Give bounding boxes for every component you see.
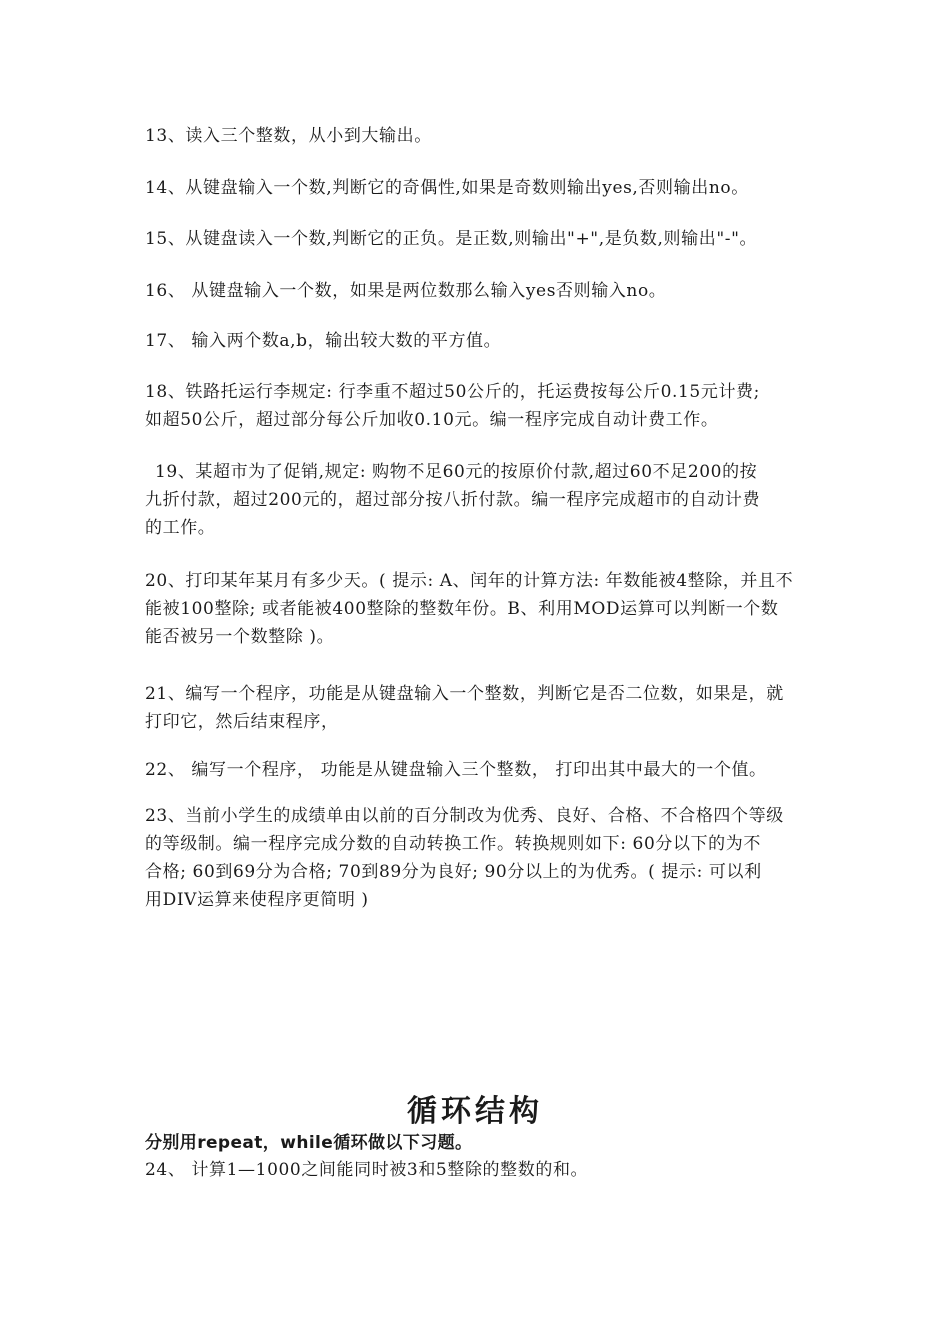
exercise-21 <box>145 680 810 736</box>
exercise-line: 15、从键盘读入一个数,判断它的正负。是正数,则输出"+",是负数,则输出"-"。 <box>145 229 758 249</box>
exercise-line: 的工作。 <box>145 518 216 538</box>
exercise-20 <box>145 567 810 651</box>
exercise-line: 20、打印某年某月有多少天。( 提示: A、闰年的计算方法: 年数能被4整除，并且不 <box>145 571 794 591</box>
exercise-14 <box>145 174 810 202</box>
exercise-line: 能被100整除; 或者能被400整除的整数年份。B、利用MOD运算可以判断一个数 <box>145 599 779 619</box>
exercise-24 <box>145 1156 810 1184</box>
exercise-line: 14、从键盘输入一个数,判断它的奇偶性,如果是奇数则输出yes,否则输出no。 <box>145 178 749 198</box>
exercise-line: 用DIV运算来使程序更简明 ) <box>145 890 369 910</box>
exercise-line: 19、某超市为了促销,规定: 购物不足60元的按原价付款,超过60不足200的按 <box>155 462 758 482</box>
exercise-line: 18、铁路托运行李规定: 行李重不超过50公斤的，托运费按每公斤0.15元计费; <box>145 382 760 402</box>
exercise-16 <box>145 277 810 305</box>
section-title: 循环结构 <box>407 1094 543 1129</box>
exercise-line: 如超50公斤，超过部分每公斤加收0.10元。编一程序完成自动计费工作。 <box>145 410 719 430</box>
exercise-line: 九折付款，超过200元的，超过部分按八折付款。编一程序完成超市的自动计费 <box>145 490 761 510</box>
exercise-line: 打印它，然后结束程序， <box>145 712 339 732</box>
exercise-line: 的等级制。编一程序完成分数的自动转换工作。转换规则如下: 60分以下的为不 <box>145 834 761 854</box>
exercise-22 <box>145 756 810 784</box>
exercise-line: 16、 从键盘输入一个数，如果是两位数那么输入yes否则输入no。 <box>145 281 667 301</box>
exercise-13 <box>145 122 810 150</box>
exercise-23 <box>145 802 810 914</box>
exercise-line: 13、读入三个整数，从小到大输出。 <box>145 126 432 146</box>
exercise-line: 21、编写一个程序，功能是从键盘输入一个整数，判断它是否二位数，如果是，就 <box>145 684 784 704</box>
exercise-15 <box>145 225 810 253</box>
exercise-19 <box>145 458 810 542</box>
exercise-17 <box>145 327 810 355</box>
exercise-18 <box>145 378 810 434</box>
exercise-line: 能否被另一个数整除 )。 <box>145 627 335 647</box>
exercise-line: 24、 计算1—1000之间能同时被3和5整除的整数的和。 <box>145 1160 589 1180</box>
exercise-line: 17、 输入两个数a,b，输出较大数的平方值。 <box>145 331 502 351</box>
section-subtitle: 分别用repeat，while循环做以下习题。 <box>145 1133 473 1153</box>
exercise-line: 合格; 60到69分为合格; 70到89分为良好; 90分以上的为优秀。( 提示: 可以利 <box>145 862 762 882</box>
exercise-line: 23、当前小学生的成绩单由以前的百分制改为优秀、良好、合格、不合格四个等级 <box>145 806 784 826</box>
exercise-line: 22、 编写一个程序， 功能是从键盘输入三个整数， 打印出其中最大的一个值。 <box>145 760 767 780</box>
